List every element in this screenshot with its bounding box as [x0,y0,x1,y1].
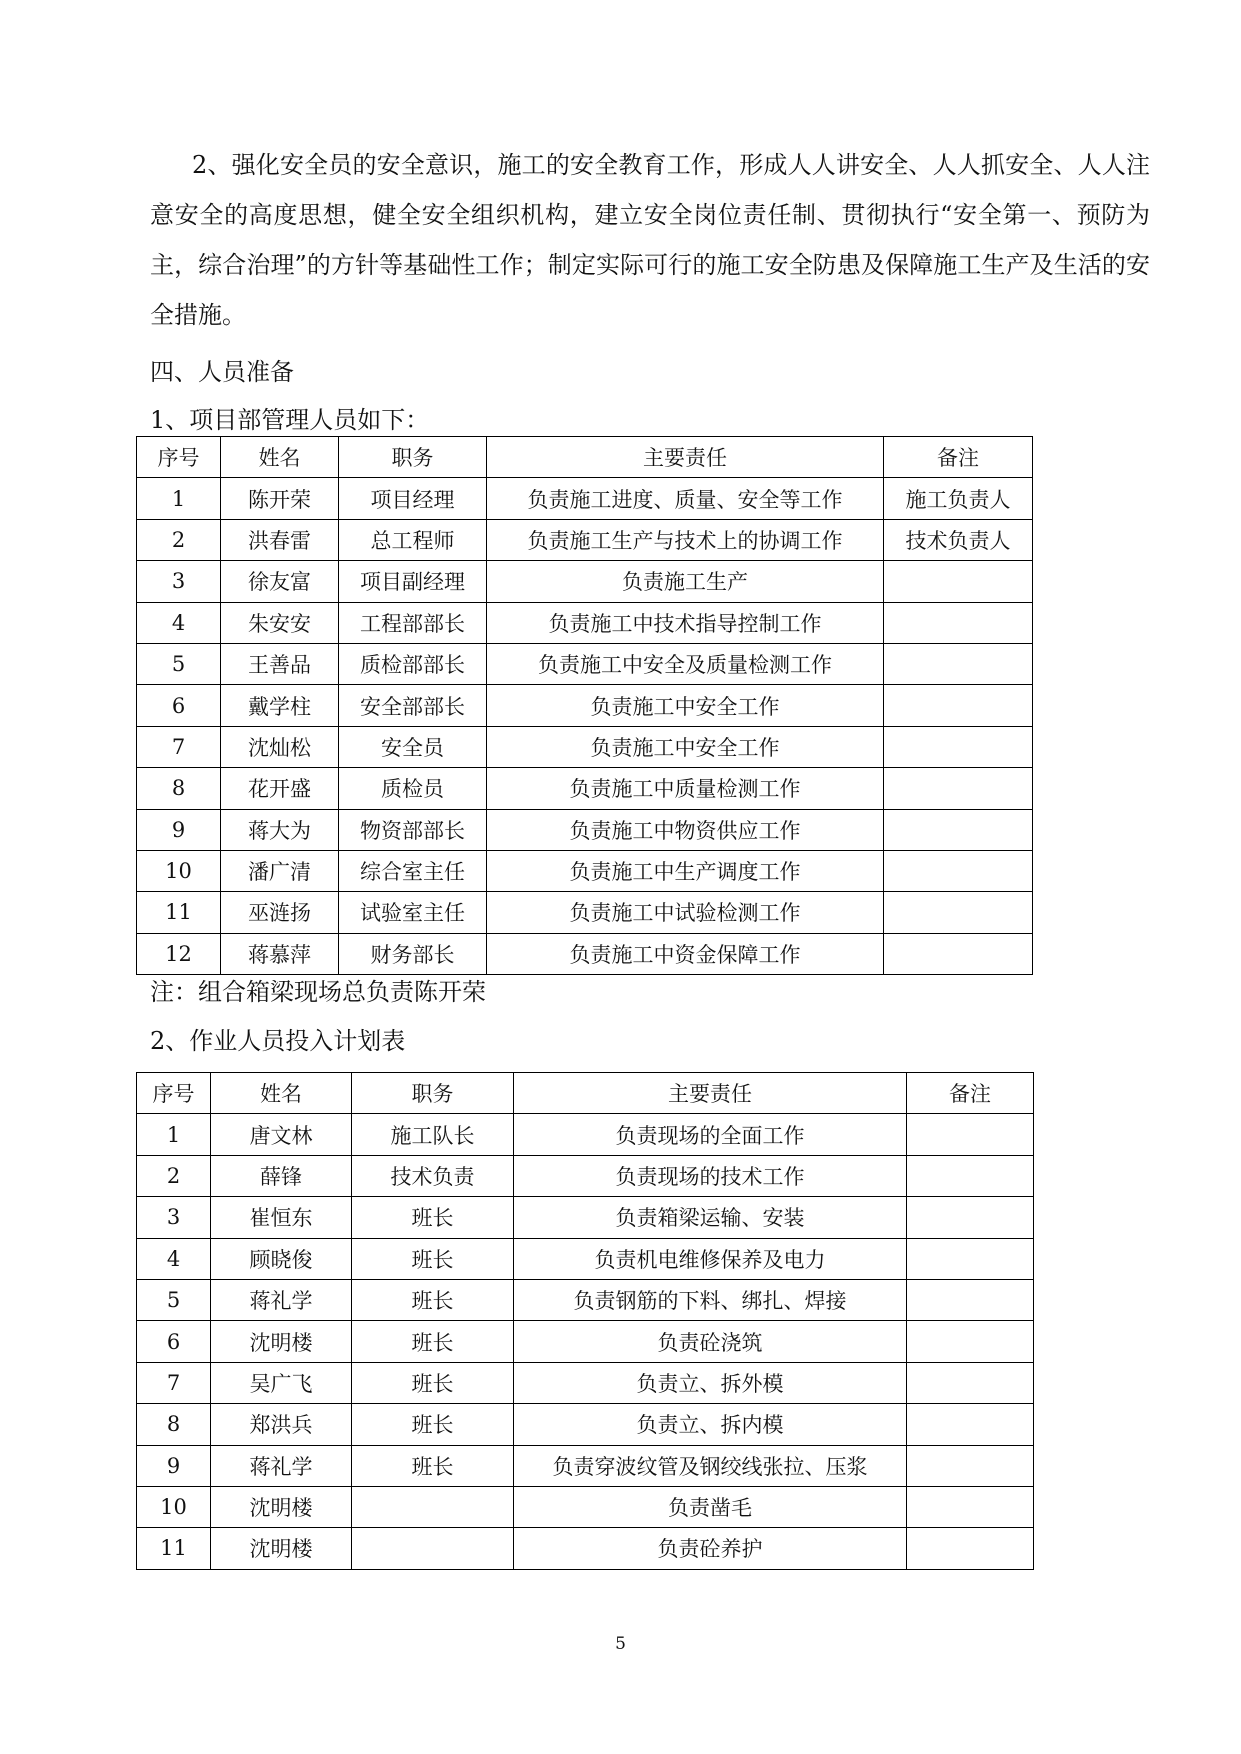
table-cell: 7 [137,1362,211,1403]
table-row [137,478,1033,519]
table-cell [884,809,1033,850]
table-row [137,726,1033,767]
table-cell: 沈灿松 [221,726,339,767]
table-cell: 项目副经理 [339,561,487,602]
table-row [137,933,1033,974]
table-cell: 2 [137,519,221,560]
table-row [137,1362,1034,1403]
header-cell: 备注 [907,1073,1034,1114]
table-cell: 12 [137,933,221,974]
section-title: 四、人员准备 [150,358,294,386]
table-cell: 4 [137,1238,211,1279]
table-cell [907,1238,1034,1279]
table-cell: 班长 [352,1362,514,1403]
table-cell: 负责施工中技术指导控制工作 [487,602,884,643]
header-cell: 职务 [352,1073,514,1114]
table-cell: 质检员 [339,768,487,809]
table-cell: 负责施工中生产调度工作 [487,850,884,891]
table-cell [907,1528,1034,1569]
table-cell: 试验室主任 [339,892,487,933]
table-cell [907,1362,1034,1403]
table-cell: 负责现场的全面工作 [514,1114,907,1155]
table-cell: 薛锋 [211,1155,352,1196]
table-header-row [137,1073,1034,1114]
table-cell: 负责立、拆内模 [514,1404,907,1445]
worker-plan-table [136,1072,1034,1570]
table-cell: 负责施工中试验检测工作 [487,892,884,933]
table-row [137,685,1033,726]
table-cell: 8 [137,1404,211,1445]
table-cell: 班长 [352,1279,514,1320]
table-row [137,809,1033,850]
table-cell: 负责凿毛 [514,1486,907,1527]
table-cell: 负责施工中安全工作 [487,685,884,726]
table-row [137,1279,1034,1320]
table-cell: 洪春雷 [221,519,339,560]
table-cell: 技术负责 [352,1155,514,1196]
table-row [137,1197,1034,1238]
table-cell: 3 [137,561,221,602]
management-staff-table [136,436,1033,975]
table-cell: 徐友富 [221,561,339,602]
table-cell: 施工负责人 [884,478,1033,519]
table-cell: 负责机电维修保养及电力 [514,1238,907,1279]
table-cell: 班长 [352,1197,514,1238]
table1-note: 注：组合箱梁现场总负责陈开荣 [150,978,486,1006]
table-row [137,768,1033,809]
table-cell: 吴广飞 [211,1362,352,1403]
table-row [137,561,1033,602]
table-cell [884,933,1033,974]
body-paragraph: 2、强化安全员的安全意识，施工的安全教育工作，形成人人讲安全、人人抓安全、人人注意安全的高度思想，健全安全组织机构，建立安全岗位责任制、贯彻执行“安全第一、预防为主，综合治理”的方针等基础性工作；制定实际可行的施工安全防患及保障施工生产及生活的安全措施。 [150,151,1150,329]
table-cell [884,768,1033,809]
table-cell: 财务部长 [339,933,487,974]
table-cell: 2 [137,1155,211,1196]
table-row [137,1238,1034,1279]
table-cell: 潘广清 [221,850,339,891]
table-cell: 蒋礼学 [211,1445,352,1486]
table-row [137,1404,1034,1445]
table-cell: 戴学柱 [221,685,339,726]
header-cell: 主要责任 [514,1073,907,1114]
table-row [137,892,1033,933]
table-cell: 1 [137,1114,211,1155]
table-cell [907,1486,1034,1527]
table-cell: 11 [137,892,221,933]
table-cell: 11 [137,1528,211,1569]
table-cell: 负责现场的技术工作 [514,1155,907,1196]
table-cell: 负责立、拆外模 [514,1362,907,1403]
table-cell: 负责施工中质量检测工作 [487,768,884,809]
table-row [137,1445,1034,1486]
header-cell: 职务 [339,437,487,478]
table-cell [352,1528,514,1569]
table-cell: 质检部部长 [339,643,487,684]
table-cell: 负责箱梁运输、安装 [514,1197,907,1238]
table-cell [884,726,1033,767]
table-cell: 3 [137,1197,211,1238]
table-row [137,519,1033,560]
table-cell: 4 [137,602,221,643]
table-cell: 负责砼浇筑 [514,1321,907,1362]
table-cell: 沈明楼 [211,1528,352,1569]
header-cell: 姓名 [221,437,339,478]
table-cell: 班长 [352,1321,514,1362]
table-cell: 6 [137,1321,211,1362]
table-cell: 负责施工中安全工作 [487,726,884,767]
table-cell [907,1321,1034,1362]
table-cell: 巫涟扬 [221,892,339,933]
table-cell: 综合室主任 [339,850,487,891]
table-cell: 顾晓俊 [211,1238,352,1279]
table-cell: 花开盛 [221,768,339,809]
table-cell [352,1486,514,1527]
table-row [137,1114,1034,1155]
table-cell: 负责施工生产 [487,561,884,602]
table-cell: 技术负责人 [884,519,1033,560]
table-cell [907,1279,1034,1320]
table-cell [907,1404,1034,1445]
table-cell: 蒋慕萍 [221,933,339,974]
table-cell: 蒋大为 [221,809,339,850]
table-cell: 1 [137,478,221,519]
table2-title: 2、作业人员投入计划表 [150,1027,406,1055]
table-cell: 负责钢筋的下料、绑扎、焊接 [514,1279,907,1320]
table-cell: 安全员 [339,726,487,767]
table-cell: 班长 [352,1238,514,1279]
header-cell: 主要责任 [487,437,884,478]
header-cell: 姓名 [211,1073,352,1114]
table-cell: 安全部部长 [339,685,487,726]
table-cell: 6 [137,685,221,726]
table-cell [884,643,1033,684]
table-cell: 5 [137,1279,211,1320]
table-cell: 朱安安 [221,602,339,643]
table-row [137,1321,1034,1362]
table-cell [884,602,1033,643]
table-row [137,1155,1034,1196]
table-cell: 10 [137,850,221,891]
table-cell [884,561,1033,602]
table-cell: 总工程师 [339,519,487,560]
table-cell: 负责施工中资金保障工作 [487,933,884,974]
table-cell: 项目经理 [339,478,487,519]
header-cell: 序号 [137,437,221,478]
table-cell: 负责施工中安全及质量检测工作 [487,643,884,684]
table-cell: 沈明楼 [211,1486,352,1527]
table-cell: 陈开荣 [221,478,339,519]
table-cell: 物资部部长 [339,809,487,850]
table-cell: 负责穿波纹管及钢绞线张拉、压浆 [514,1445,907,1486]
table-cell [907,1114,1034,1155]
table-cell: 崔恒东 [211,1197,352,1238]
table-cell: 8 [137,768,221,809]
table-cell [884,850,1033,891]
table-header-row [137,437,1033,478]
table-cell: 蒋礼学 [211,1279,352,1320]
table-row [137,643,1033,684]
table-cell [907,1197,1034,1238]
table-cell: 负责砼养护 [514,1528,907,1569]
table-cell: 王善品 [221,643,339,684]
table-cell [907,1445,1034,1486]
table-cell: 班长 [352,1404,514,1445]
table-cell: 负责施工进度、质量、安全等工作 [487,478,884,519]
table-cell [907,1155,1034,1196]
header-cell: 备注 [884,437,1033,478]
table-cell: 班长 [352,1445,514,1486]
table-row [137,1528,1034,1569]
table-cell: 负责施工中物资供应工作 [487,809,884,850]
table-cell: 唐文林 [211,1114,352,1155]
table-cell: 施工队长 [352,1114,514,1155]
table-cell: 9 [137,809,221,850]
header-cell: 序号 [137,1073,211,1114]
table-cell: 10 [137,1486,211,1527]
table-row [137,602,1033,643]
table-cell: 7 [137,726,221,767]
table-cell: 5 [137,643,221,684]
table-cell: 9 [137,1445,211,1486]
table1-title: 1、项目部管理人员如下： [150,406,430,434]
table-cell: 沈明楼 [211,1321,352,1362]
page-number: 5 [615,1634,626,1654]
table-cell [884,892,1033,933]
table-cell: 郑洪兵 [211,1404,352,1445]
table-cell: 工程部部长 [339,602,487,643]
table-cell [884,685,1033,726]
table-row [137,850,1033,891]
table-row [137,1486,1034,1527]
table-cell: 负责施工生产与技术上的协调工作 [487,519,884,560]
